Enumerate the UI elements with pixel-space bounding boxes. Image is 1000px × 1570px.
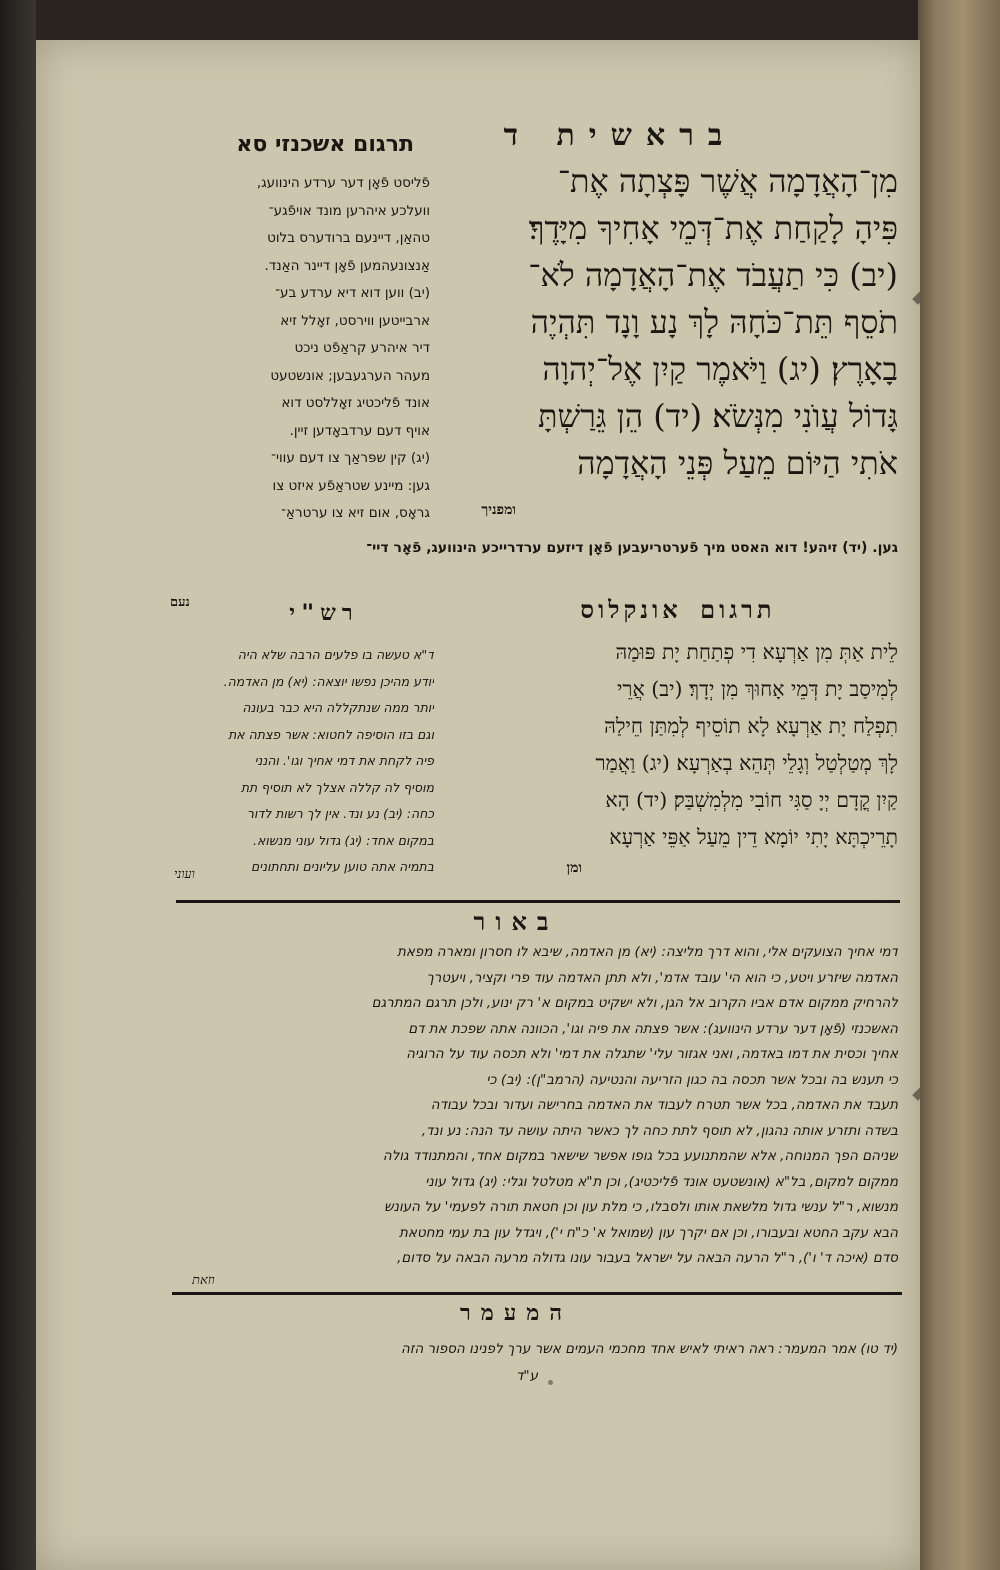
- ashkenazi-line: גראָס, אום זיא צו ערטראַ־: [281, 505, 430, 521]
- ashkenazi-line: וועלכע איהרען מונד אויפֿגע־: [268, 202, 430, 219]
- ashkenazi-line: (יב) ווען דוא דיא ערדע בע־: [275, 285, 430, 301]
- ashkenazi-line: טהאַן, דיינעם ברודערס בלוט: [267, 230, 430, 246]
- biur-line: מנשוא, ר"ל ענשי גדול מלשאת אותו ולסבלו, כי מלת עון וכן חטאת תורה לפעמי' על העונש: [384, 1199, 898, 1215]
- rashi-line: כחה: (יב) נע ונד. אין לך רשות לדור: [246, 806, 434, 821]
- biur-line: האדמה שיזרע ויטע, כי הוא הי' עובד אדמ', ולא תתן האדמה עוד פרי וקציר, ויעטרך: [426, 969, 898, 986]
- rashi-line: ד"א טעשה בו פלעים הרבה שלא היה: [237, 647, 434, 662]
- ashkenazi-line: אַנצונעהמען פֿאָן דיינר האַנד.: [264, 257, 430, 274]
- ashkenazi-line: אויף דעם ערדבאָדען זיין.: [289, 422, 430, 439]
- ashkenazi-line: אונד פֿליכטיג זאָללסט דוא: [281, 395, 430, 411]
- onkelos-line: לָךְ מְטַלְטַל וְגָלֵי תְּהֵא בְאַרְעָא׃ (יג) וַאֲמַר: [595, 751, 898, 775]
- biur-line: אחיך וכסית את דמו באדמה, ואני אגזור עלי' שתגלה את דמי' ולא תכסה עוד על הרוגיה: [406, 1046, 898, 1062]
- ashkenazi-line: דיר איהרע קראַפֿט ניכט: [294, 340, 430, 356]
- main-text-line: תֹסֵף תֵּת־כֹּחָהּ לָךְ נָע וָנָד תִּהְיֶה: [530, 303, 898, 341]
- ashkenazi-line: פֿליסט פֿאָן דער ערדע הינוועג,: [256, 175, 430, 191]
- ashkenazi-line: מעהר הערגעבען; אונשטעט: [270, 367, 430, 384]
- hameamer-commentary: [172, 1336, 898, 1390]
- main-text-line: אֹתִי הַיּוֹם מֵעַל פְּנֵי הָאֲדָמָה: [577, 444, 898, 482]
- rashi-line: במקום אחד: (יג) גדול עוני מנשוא.: [252, 832, 434, 848]
- biur-line: להרחיק ממקום אדם אביו הקרוב אל הגן, ולא ישקיט במקום א' רק ינוע, ולכן תרגם המתרגם: [371, 995, 898, 1011]
- main-torah-text: [438, 158, 898, 487]
- page-header-title: בראשית ד: [503, 118, 737, 153]
- onkelos-line: קַיִן קֳדָם יְיָ סַגִּי חוֹבִי מִלְמִשְׁבַּק׃ (יד) הָא: [605, 788, 898, 812]
- rashi-line: יותר ממה שנתקללה היא כבר בעונה: [242, 700, 434, 715]
- biur-catchword: וזאת: [192, 1273, 215, 1288]
- biur-commentary: [174, 940, 898, 1272]
- biur-line: הבא עקב החטא ובעבורו, וכן אם יקרך עון (שמואל א' כ"ח י'), ויגדל עון בת עמי מחטאת: [399, 1224, 898, 1241]
- main-text-line: (יב) כִּי תַעֲבֹד אֶת־הָאֲדָמָה לֹא־: [528, 256, 898, 294]
- rashi-line: בתמיה אתה טוען עליונים ותחתונים: [251, 859, 434, 874]
- section-divider-rule: [172, 1292, 902, 1295]
- biur-line: כי תענש בה ובכל אשר תכסה בה כגון הזריעה והנטיעה (הרמב"ן): (יב) כי: [486, 1071, 898, 1088]
- biur-line: ממקום למקום, בל"א (אונשטעט אונד פֿליכטיג), וכן ת"א מטלטל וגלי: (יג) גדול עוני: [425, 1173, 898, 1190]
- ashkenazi-line: (יג) קין שפּראַך צו דעם עווי־: [271, 450, 430, 466]
- ashkenazi-translation-column: [162, 170, 430, 528]
- rashi-commentary: [158, 642, 434, 881]
- ashkenazi-continuation-line: גען. (יד) זיהע! דוא האסט מיך פֿערטריעבען פֿאָן דיזעם ערדרייכע הינוועג, פֿאָר דיי־: [366, 540, 898, 556]
- onkelos-line: לֵית אַתְּ מִן אַרְעָא דִי פְתַחַת יָת פּוּמַהּ: [615, 640, 898, 664]
- paper-speck: [548, 1380, 553, 1385]
- onkelos-line: לְמִיסַב יָת דְּמֵי אָחוּךְ מִן יְדָךְ׃ (יב) אֲרֵי: [617, 677, 898, 701]
- hameamer-end-line: ע"ד: [515, 1368, 538, 1384]
- page-edge-mark: [912, 289, 920, 305]
- main-text-catchword: ומפניך: [481, 502, 516, 518]
- biur-line: סדם (איכה ד' ו'), ר"ל הרעה הבאה על ישראל בעבור עונו גדולה מרעה הבאה על סדום,: [397, 1250, 898, 1266]
- ashkenazi-line: ארבייטען ווירסט, זאָלל זיא: [280, 312, 430, 329]
- biur-line: שניהם הפך המנוחה, אלא שהמתנועע בכל גופו אפשר שישאר במקום אחד, והמתנודד גולה: [382, 1148, 898, 1164]
- rashi-title: רש"י: [289, 601, 359, 626]
- hameamer-line: (יד טו) אמר המעמר: ראה ראיתי לאיש אחד מחכמי העמים אשר ערך לפנינו הספור הזה: [400, 1341, 898, 1357]
- ashkenazi-catchword: נעם: [170, 595, 190, 610]
- page-header-targum-title: תרגום אשכנזי סא: [236, 132, 414, 157]
- hameamer-title: המעמר: [460, 1301, 572, 1326]
- onkelos-text: [476, 634, 898, 856]
- onkelos-line: תָרֵיכְתָּא יָתִי יוֹמָא דֵין מֵעַל אַפֵּי אַרְעָא: [609, 825, 898, 849]
- main-text-line: גָּדוֹל עֲוֺנִי מִנְּשֹׂא׃ (יד) הֵן גֵּרַשְׁתָּ: [537, 397, 898, 435]
- biur-line: האשכנזי (פֿאָן דער ערדע הינוועג): אשר פצתה את פיה וגו', הכוונה אתה שפכת את דם: [408, 1020, 898, 1037]
- rashi-line: וגם בזו הוסיפה לחטוא: אשר פצתה את: [228, 726, 434, 742]
- onkelos-title: תרגום אונקלוס: [580, 596, 776, 624]
- main-text-line: מִן־הָאֲדָמָה אֲשֶׁר פָּצְתָה אֶת־: [557, 162, 898, 200]
- section-divider-rule: [176, 900, 900, 903]
- page-edge-mark: [912, 1085, 920, 1101]
- rashi-catchword: ועוני: [174, 866, 195, 881]
- book-binding-left: [0, 0, 36, 1570]
- rashi-line: מוסיף לה קללה אצלך לא תוסיף תת: [240, 779, 434, 795]
- main-text-line: בָאָרֶץ׃ (יג) וַיֹּאמֶר קַיִן אֶל־יְהוָה: [542, 350, 898, 388]
- book-edge-right: [918, 0, 1000, 1570]
- biur-title: באור: [473, 908, 559, 936]
- biur-line: תעבד את האדמה, בכל אשר תטרח לעבוד את האדמה בחרישה ועדור ובכל עבודה: [430, 1097, 898, 1113]
- main-text-line: פִּיהָ לָקַחַת אֶת־דְּמֵי אָחִיךָ מִיָּדֶךָ׃: [528, 209, 898, 247]
- rashi-line: יודע מהיכן נפשו יוצאה: (יא) מן האדמה.: [223, 673, 434, 689]
- biur-line: דמי אחיך הצועקים אלי, והוא דרך מליצה: (יא) מן האדמה, שיבא לו חסרון ומארה מפאת: [397, 944, 898, 960]
- ashkenazi-line: גען: מיינע שטראַפֿע איזט צו: [272, 477, 430, 494]
- book-page: [36, 40, 920, 1570]
- rashi-line: פיה לקחת את דמי אחיך וגו'. והנני: [254, 753, 434, 768]
- biur-line: בשדה ותזרע אותה נהגון, לא תוסף לתת כחה לך כאשר היתה עושה עד הנה: נע ונד,: [421, 1122, 898, 1139]
- onkelos-line: תִפְלַח יָת אַרְעָא לָא תוֹסֵיף לְמִתַּן חֵילַהּ: [604, 714, 898, 738]
- onkelos-catchword: ומן: [566, 860, 582, 876]
